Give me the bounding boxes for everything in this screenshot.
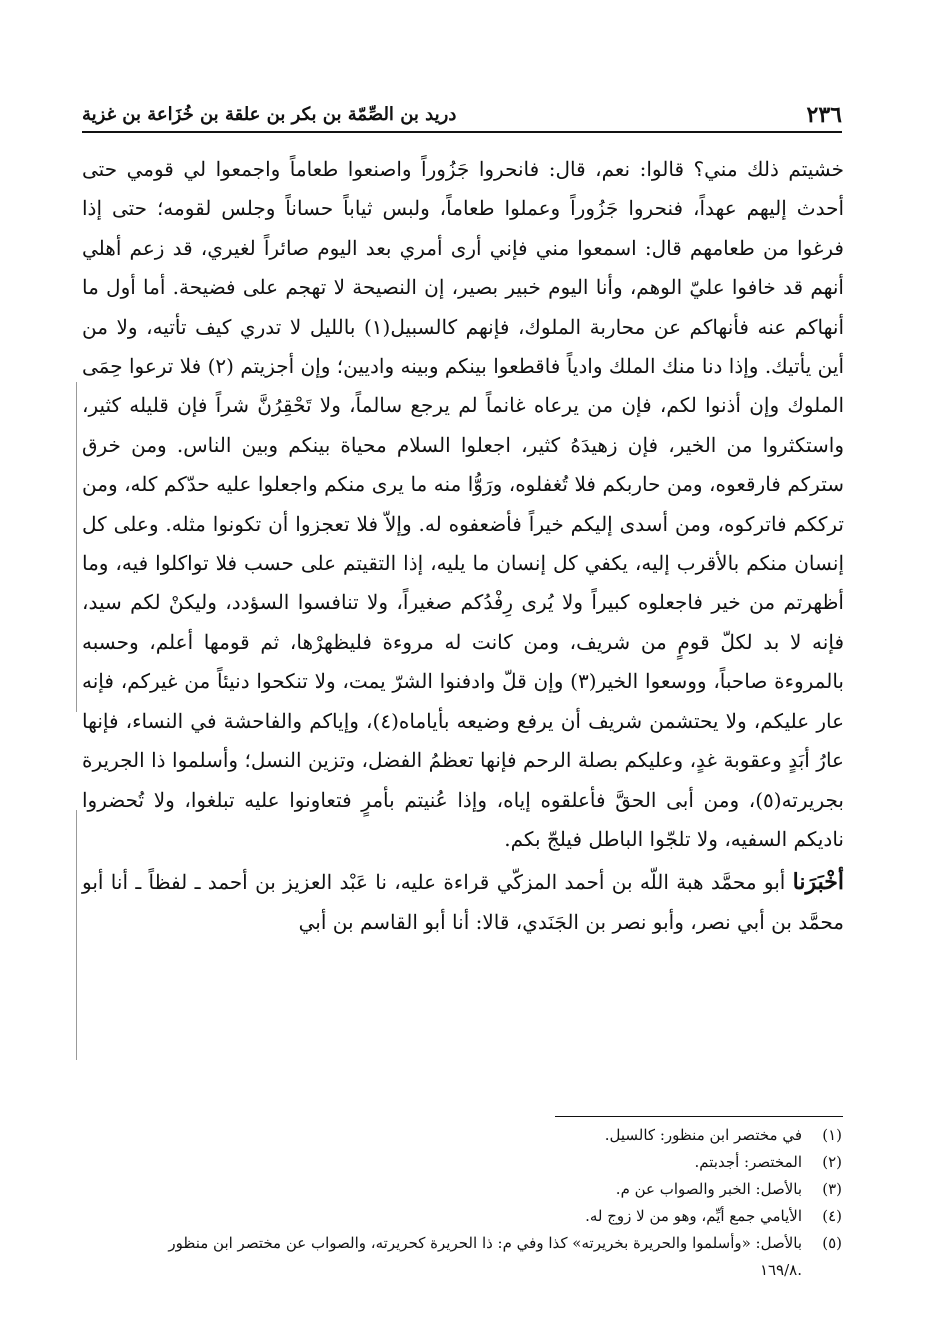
- footnote-5-continuation: .١٦٩/٨: [759, 1261, 802, 1279]
- footnote-number: (٥): [822, 1234, 842, 1252]
- paragraph-2: [82, 863, 844, 942]
- footnote-number: (٤): [822, 1207, 842, 1225]
- footnote-5: [82, 1230, 842, 1257]
- footnote-text: بالأصل: الخبر والصواب عن م.: [615, 1180, 802, 1198]
- footnote-number: (٢): [822, 1153, 842, 1171]
- footnote-1: [82, 1122, 842, 1149]
- margin-mark-2: [76, 810, 77, 1060]
- running-head: دريد بن الصِّمّة بن بكر بن علقة بن خُزَاعة بن غزية: [82, 104, 457, 125]
- margin-mark-1: [76, 382, 77, 712]
- footnote-text: المختصر: أجدبتم.: [694, 1153, 802, 1171]
- page-number: ٢٣٦: [806, 102, 842, 128]
- footnote-text: بالأصل: «وأسلموا والحريرة بخريرته» كذا وفي م: ذا الحريرة كحريرته، والصواب عن مختصر ابن منظور: [168, 1234, 802, 1252]
- footnote-number: (٣): [822, 1180, 842, 1198]
- footnote-4: [82, 1203, 842, 1230]
- footnote-3: [82, 1176, 842, 1203]
- paragraph-1: خشيتم ذلك مني؟ قالوا: نعم، قال: فانحروا جَزُوراً واصنعوا طعاماً واجمعوا لي قومي حتى أحدث إليهم عهداً، فنحروا جَزُوراً وعملوا طعاماً، ولبس ثياباً حساناً وجلس لقومه؛ حتى إذا فرغوا من طعامهم قال: اسمعوا مني فإني أرى أمري بعد اليوم صائراً لغيري، قد زعم أهلي أنهم قد خافوا عليّ الوهم، وأنا اليوم خبير بصير، إن النصيحة لا تهجم على فضيحة. أما أول ما أنهاكم عنه فأنهاكم عن محاربة الملوك، فإنهم كالسبيل(١) بالليل لا تدري كيف تأتيه، ولا من أين يأتيك. وإذا دنا منك الملك وادياً فاقطعوا بينكم وبينه واديين؛ وإن أجزيتم (٢) فلا ترعوا حِمَى الملوك وإن أذنوا لكم، فإن من يرعاه غانماً لم يرجع سالماً، ولا تَحْقِرُنَّ شراً فإن قليله كثير، واستكثروا من الخير، فإن زهيدَهُ كثير، اجعلوا السلام محياة بينكم وبين الناس. ومن خرق ستركم فارقعوه، ومن حاربكم فلا تُغفلوه، ورَوُّا منه ما يرى منكم واجعلوا عليه حدّكم كله، ومن ترككم فاتركوه، ومن أسدى إليكم خيراً فأضعفوه له. وإلاّ فلا تعجزوا أن تكونوا مثله. وعلى كل إنسان منكم بالأقرب إليه، يكفي كل إنسان ما يليه، إذا التقيتم على حسب فلا تواكلوا فيه، وما أظهرتم من خير فاجعلوه كبيراً ولا يُرى رِفْدُكم صغيراً، ولا تنافسوا السؤدد، وليكنْ لكم سيد، فإنه لا بد لكلّ قومٍ من شريف، ومن كانت له مروءة فليظهرْها، ثم قومها أعلم، وحسبه بالمروءة صاحباً، ووسعوا الخير(٣) وإن قلّ وادفنوا الشرّ يمت، ولا تنكحوا دنيئاً من غيركم، فإنه عار عليكم، ولا يحتشمن شريف أن يرفع وضيعه بأياماه(٤)، وإياكم والفاحشة في النساء، فإنها عارُ أبَدٍ وعقوبة غدٍ، وعليكم بصلة الرحم فإنها تعظمُ الفضل، وتزين النسل؛ وأسلموا ذا الجريرة بجريرته(٥)، ومن أبى الحقَّ فأعلقوه إياه، وإذا عُنيتم بأمرٍ فتعاونوا عليه تبلغوا، ولا تُحضروا ناديكم السفيه، ولا تلجّوا الباطل فيلجّ بكم.: [82, 157, 845, 851]
- footnote-number: (١): [822, 1126, 842, 1144]
- header-rule: [82, 131, 842, 133]
- paragraph-2-text: أبو محمَّد هبة اللّه بن أحمد المزكّي قراءة عليه، نا عَبْد العزيز بن أحمد ـ لفظاً ـ أنا أبو محمَّد بن أبي نصر، وأبو نصر بن الجَنَدي، قالا: أنا أبو القاسم بن أبي: [82, 870, 844, 934]
- footnote-text: الأيامي جمع أيِّم، وهو من لا زوج له.: [585, 1207, 802, 1225]
- paragraph-2-lead-word: أخْبَرَنا: [792, 869, 844, 896]
- footnotes: [82, 1122, 842, 1284]
- footnote-rule: [555, 1116, 843, 1117]
- page-header: [82, 90, 842, 130]
- footnote-2: [82, 1149, 842, 1176]
- main-text: [82, 150, 844, 942]
- footnote-text: في مختصر ابن منظور: كالسيل.: [604, 1126, 802, 1144]
